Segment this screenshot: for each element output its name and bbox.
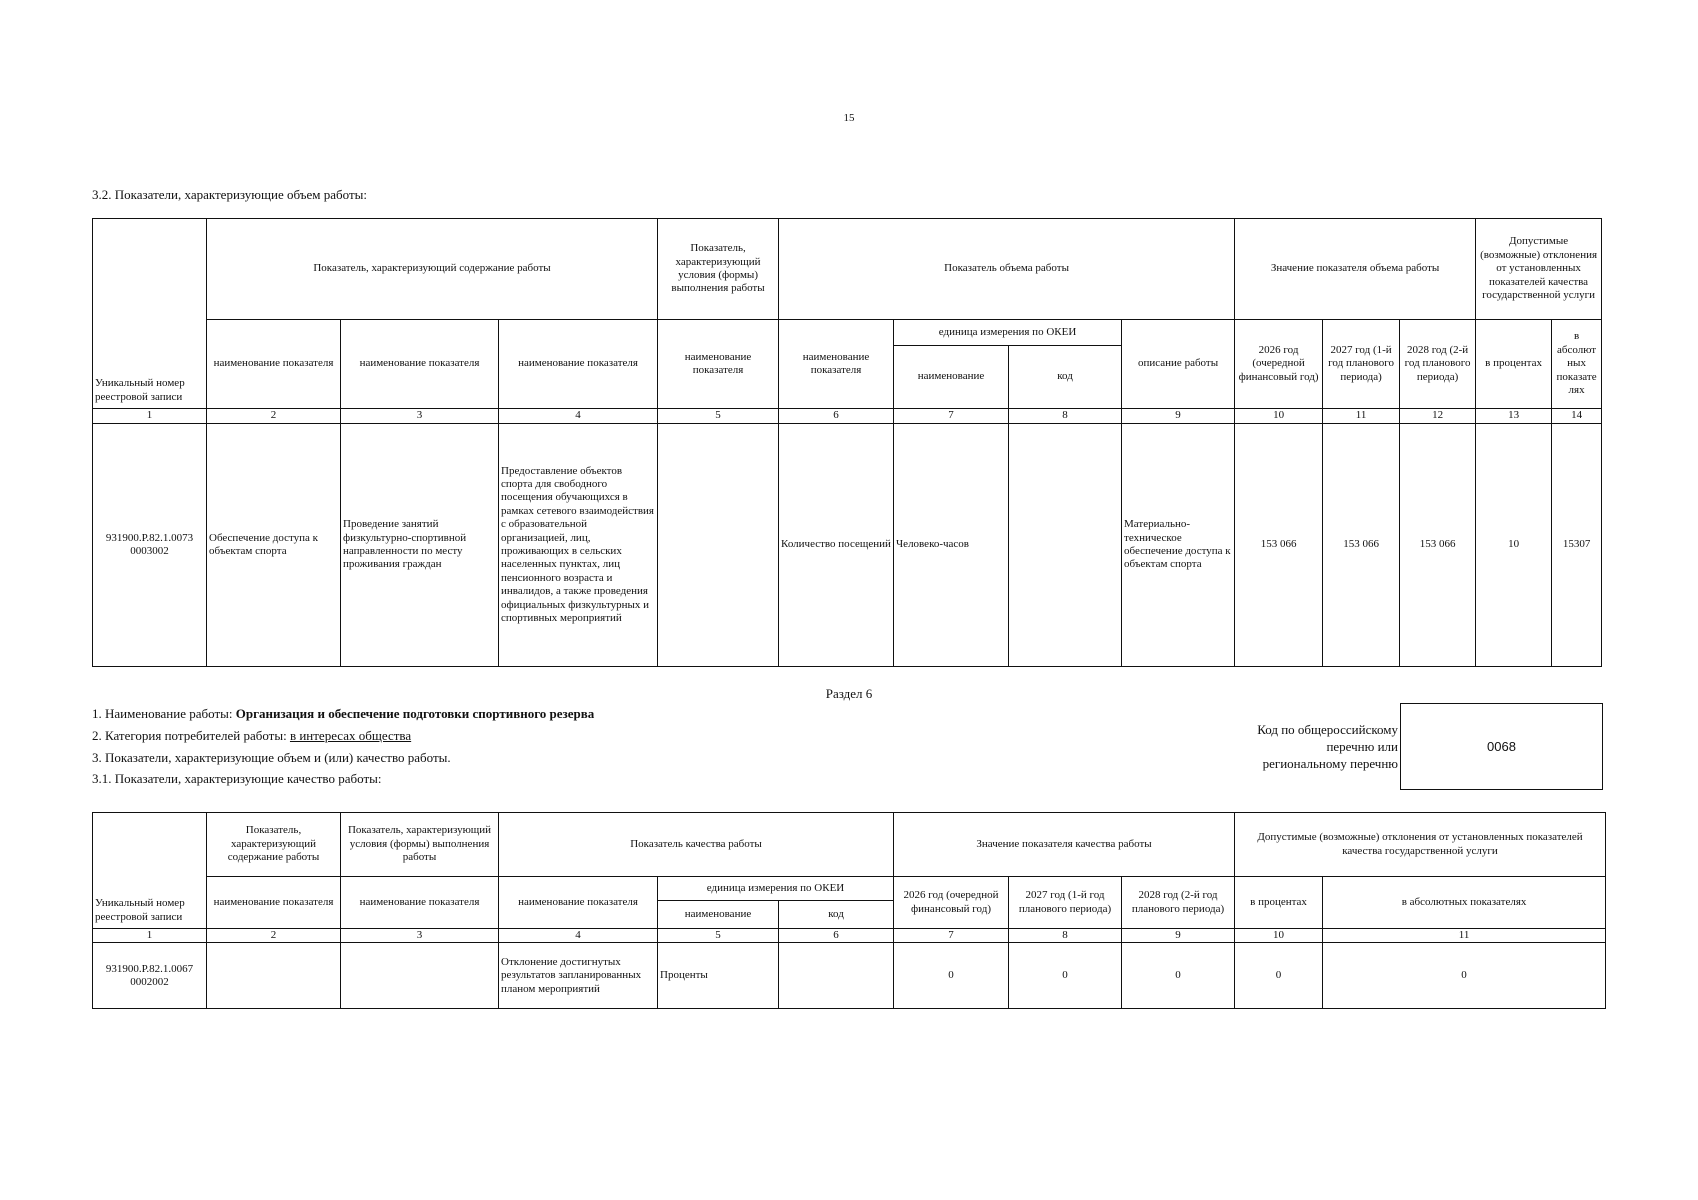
column-number: 3 xyxy=(341,929,499,943)
unit-name: Человеко-часов xyxy=(894,424,1009,667)
consumer-category-line xyxy=(92,728,411,744)
subheader-indicator-name: наименование показателя xyxy=(499,320,658,409)
column-number: 5 xyxy=(658,929,779,943)
unit-code xyxy=(1009,424,1122,667)
column-number: 3 xyxy=(341,409,499,424)
subheader-year-2028: 2028 год (2-й год планового периода) xyxy=(1400,320,1476,409)
column-number: 9 xyxy=(1122,929,1235,943)
subheader-indicator-name: наименование показателя xyxy=(341,877,499,929)
consumer-category-label: 2. Категория потребителей работы: xyxy=(92,728,290,743)
subheader-unit-okei: единица измерения по ОКЕИ xyxy=(658,877,894,901)
value-2027: 153 066 xyxy=(1323,424,1400,667)
value-2026: 0 xyxy=(894,943,1009,1009)
work-name-value: Организация и обеспечение подготовки спортивного резерва xyxy=(235,706,595,721)
subheader-dev-percent: в процентах xyxy=(1476,320,1552,409)
deviation-percent: 0 xyxy=(1235,943,1323,1009)
volume-indicators-table xyxy=(92,218,1602,667)
subheader-unit-code: код xyxy=(1009,346,1122,409)
column-number: 9 xyxy=(1122,409,1235,424)
column-number: 2 xyxy=(207,409,341,424)
volume-indicator-name: Количество посещений xyxy=(779,424,894,667)
column-number: 1 xyxy=(93,929,207,943)
column-number: 5 xyxy=(658,409,779,424)
value-2028: 153 066 xyxy=(1400,424,1476,667)
content-indicator-value: Проведение занятий физкультурно-спортивной направленности по месту проживания граждан xyxy=(341,424,499,667)
header-quality-value: Значение показателя качества работы xyxy=(894,813,1235,877)
deviation-percent: 10 xyxy=(1476,424,1552,667)
subheader-indicator-name: наименование показателя xyxy=(207,320,341,409)
column-number: 10 xyxy=(1235,929,1323,943)
consumer-category-value: в интересах общества xyxy=(289,728,412,743)
deviation-absolute: 15307 xyxy=(1552,424,1602,667)
column-number: 8 xyxy=(1009,929,1122,943)
column-number: 6 xyxy=(779,409,894,424)
work-name-line xyxy=(92,706,594,722)
header-deviations: Допустимые (возможные) отклонения от установленных показателей качества государственной услуги xyxy=(1476,219,1602,320)
subheader-year-2027: 2027 год (1-й год планового периода) xyxy=(1323,320,1400,409)
table-row xyxy=(93,424,1602,667)
subheader-year-2026: 2026 год (очередной финансовый год) xyxy=(894,877,1009,929)
column-number: 11 xyxy=(1323,409,1400,424)
registry-code: 931900.Р.82.1.0067 0002002 xyxy=(93,943,207,1009)
deviation-absolute: 0 xyxy=(1323,943,1606,1009)
column-number: 10 xyxy=(1235,409,1323,424)
subheader-indicator-name: наименование показателя xyxy=(658,320,779,409)
subheader-year-2028: 2028 год (2-й год планового периода) xyxy=(1122,877,1235,929)
unit-code xyxy=(779,943,894,1009)
value-2026: 153 066 xyxy=(1235,424,1323,667)
unit-name: Проценты xyxy=(658,943,779,1009)
column-number: 1 xyxy=(93,409,207,424)
column-number: 14 xyxy=(1552,409,1602,424)
header-quality-indicator: Показатель качества работы xyxy=(499,813,894,877)
header-unique-number: Уникальный номер реестровой записи xyxy=(93,219,207,409)
header-unique-number: Уникальный номер реестровой записи xyxy=(93,813,207,929)
column-number: 4 xyxy=(499,409,658,424)
header-content-indicator: Показатель, характеризующий содержание работы xyxy=(207,219,658,320)
column-number: 13 xyxy=(1476,409,1552,424)
header-content-indicator: Показатель, характеризующий содержание работы xyxy=(207,813,341,877)
section-3-2-title: 3.2. Показатели, характеризующие объем работы: xyxy=(92,187,367,202)
subheader-indicator-name: наименование показателя xyxy=(207,877,341,929)
work-description: Материально-техническое обеспечение доступа к объектам спорта xyxy=(1122,424,1235,667)
subheader-dev-absolute: в абсолют ных показате лях xyxy=(1552,320,1602,409)
indicators-line: 3. Показатели, характеризующие объем и (или) качество работы. xyxy=(92,750,451,765)
quality-indicators-line: 3.1. Показатели, характеризующие качество работы: xyxy=(92,771,382,786)
header-condition-indicator: Показатель, характеризующий условия (формы) выполнения работы xyxy=(341,813,499,877)
section-6-title: Раздел 6 xyxy=(825,686,873,701)
subheader-unit-okei: единица измерения по ОКЕИ xyxy=(894,320,1122,346)
column-number: 2 xyxy=(207,929,341,943)
column-number: 7 xyxy=(894,929,1009,943)
header-condition-indicator: Показатель, характеризующий условия (формы) выполнения работы xyxy=(658,219,779,320)
column-number: 7 xyxy=(894,409,1009,424)
code-label: Код по общероссийскому перечню или региональному перечню xyxy=(1257,722,1398,771)
code-value-box: 0068 xyxy=(1400,703,1603,790)
content-indicator-value: Предоставление объектов спорта для свободного посещения обучающихся в рамках сетевого взаимодействия с образовательной организацией, лиц, проживающих в сельских населенных пунктах, лиц пенсионного возраста и инвалидов, а также проведения официальных физкультурных и спортивных мероприятий xyxy=(499,424,658,667)
condition-indicator-value xyxy=(341,943,499,1009)
column-number: 4 xyxy=(499,929,658,943)
subheader-unit-name: наименование xyxy=(894,346,1009,409)
work-name-label: 1. Наименование работы: xyxy=(92,706,236,721)
header-volume-indicator: Показатель объема работы xyxy=(779,219,1235,320)
subheader-dev-absolute: в абсолютных показателях xyxy=(1323,877,1606,929)
quality-indicator-name: Отклонение достигнутых результатов запланированных планом мероприятий xyxy=(499,943,658,1009)
column-number: 8 xyxy=(1009,409,1122,424)
quality-indicators-table xyxy=(92,812,1606,1009)
condition-indicator-value xyxy=(658,424,779,667)
column-number: 12 xyxy=(1400,409,1476,424)
table-row xyxy=(93,943,1606,1009)
value-2028: 0 xyxy=(1122,943,1235,1009)
content-indicator-value xyxy=(207,943,341,1009)
header-volume-value: Значение показателя объема работы xyxy=(1235,219,1476,320)
registry-code: 931900.Р.82.1.0073 0003002 xyxy=(93,424,207,667)
subheader-unit-code: код xyxy=(779,901,894,929)
subheader-year-2027: 2027 год (1-й год планового периода) xyxy=(1009,877,1122,929)
subheader-work-description: описание работы xyxy=(1122,320,1235,409)
subheader-indicator-name: наименование показателя xyxy=(341,320,499,409)
subheader-indicator-name: наименование показателя xyxy=(499,877,658,929)
column-number: 6 xyxy=(779,929,894,943)
subheader-dev-percent: в процентах xyxy=(1235,877,1323,929)
column-number: 11 xyxy=(1323,929,1606,943)
content-indicator-value: Обеспечение доступа к объектам спорта xyxy=(207,424,341,667)
subheader-year-2026: 2026 год (очередной финансовый год) xyxy=(1235,320,1323,409)
page-number: 15 xyxy=(843,112,855,124)
subheader-unit-name: наименование xyxy=(658,901,779,929)
subheader-indicator-name: наименование показателя xyxy=(779,320,894,409)
value-2027: 0 xyxy=(1009,943,1122,1009)
header-deviations: Допустимые (возможные) отклонения от установленных показателей качества государственной услуги xyxy=(1235,813,1606,877)
